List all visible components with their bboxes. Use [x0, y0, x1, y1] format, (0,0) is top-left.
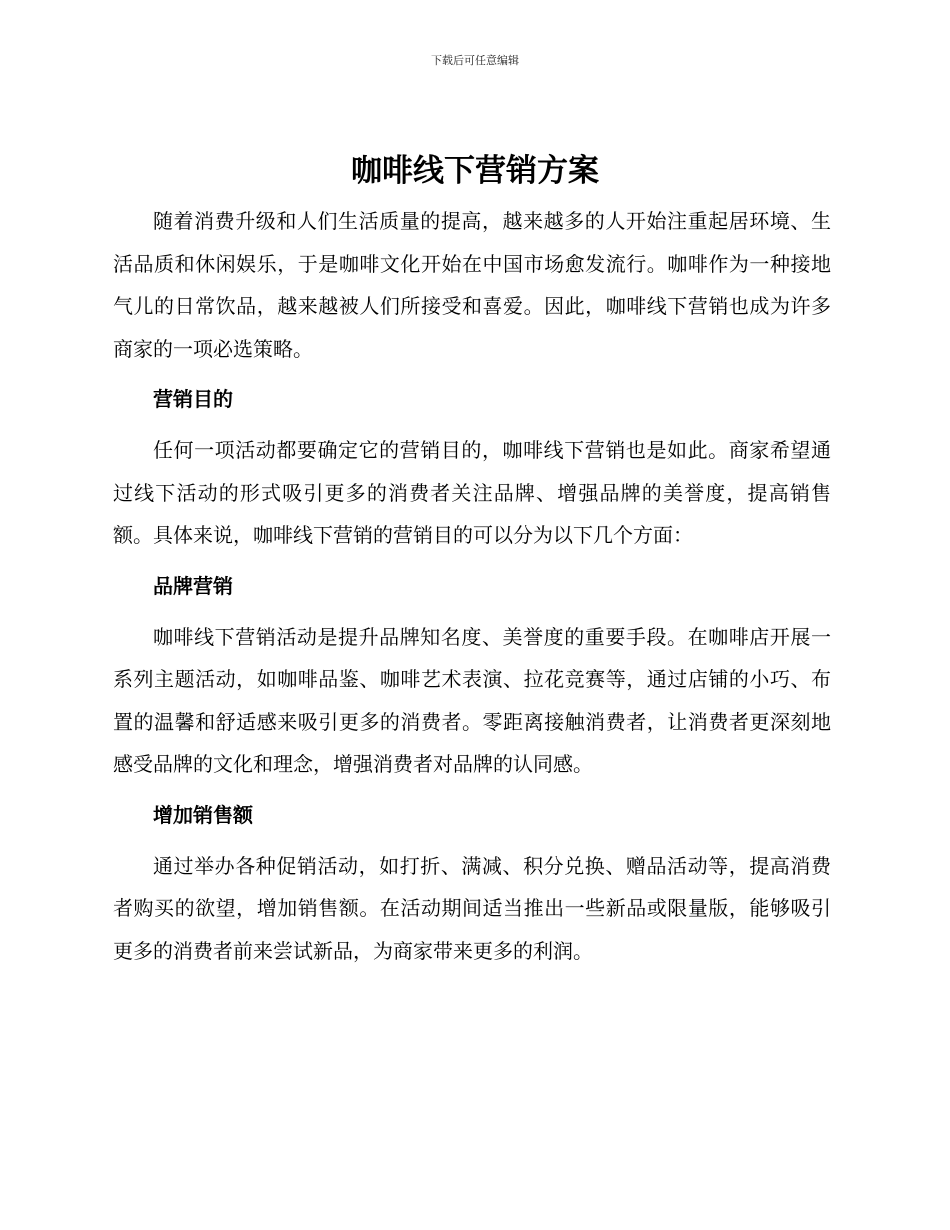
page-header-note: 下载后可任意编辑	[431, 54, 519, 67]
document-body	[113, 200, 831, 972]
section-heading-brand-marketing: 品牌营销	[153, 573, 233, 598]
section-heading-marketing-goal: 营销目的	[153, 387, 233, 411]
section-paragraph-brand-marketing: 咖啡线下营销活动是提升品牌知名度、美誉度的重要手段。在咖啡店开展一系列主题活动，如咖啡品鉴、咖啡艺术表演、拉花竞赛等，通过店铺的小巧、布置的温馨和舒适感来吸引更多的消费者。零距离接触消费者，让消费者更深刻地感受品牌的文化和理念，增强消费者对品牌的认同感。	[113, 624, 831, 776]
section-paragraph-marketing-goal: 任何一项活动都要确定它的营销目的，咖啡线下营销也是如此。商家希望通过线下活动的形式吸引更多的消费者关注品牌、增强品牌的美誉度，提高销售额。具体来说，咖啡线下营销的营销目的可以分为以下几个方面：	[113, 438, 831, 547]
section-paragraph-increase-sales: 通过举办各种促销活动，如打折、满减、积分兑换、赠品活动等，提高消费者购买的欲望，增加销售额。在活动期间适当推出一些新品或限量版，能够吸引更多的消费者前来尝试新品，为商家带来更多的利润。	[113, 853, 831, 963]
intro-paragraph: 随着消费升级和人们生活质量的提高，越来越多的人开始注重起居环境、生活品质和休闲娱乐，于是咖啡文化开始在中国市场愈发流行。咖啡作为一种接地气儿的日常饮品，越来越被人们所接受和喜爱。因此，咖啡线下营销也成为许多商家的一项必选策略。	[113, 209, 831, 361]
section-heading-increase-sales: 增加销售额	[153, 802, 253, 827]
document-title: 咖啡线下营销方案	[351, 153, 599, 189]
